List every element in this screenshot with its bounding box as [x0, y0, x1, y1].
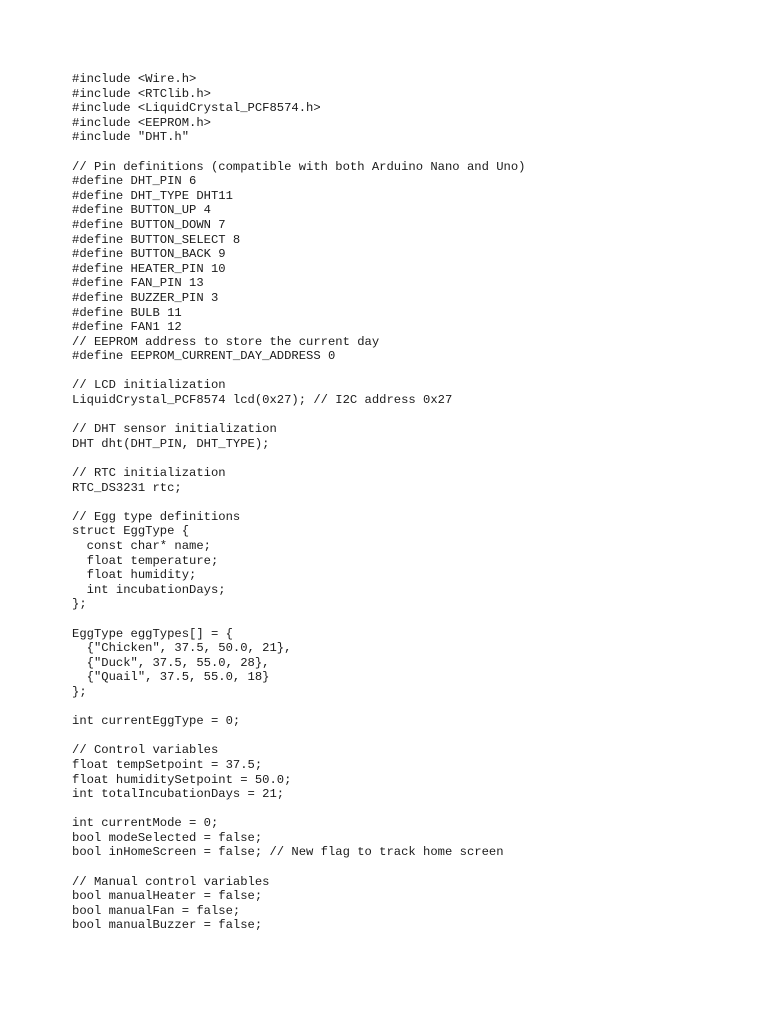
- code-line: // LCD initialization: [72, 378, 226, 393]
- code-line: EggType eggTypes[] = {: [72, 626, 233, 641]
- code-line: #define HEATER_PIN 10: [72, 261, 226, 276]
- code-line: // Manual control variables: [72, 874, 270, 889]
- blank-line: [72, 145, 525, 160]
- code-line: {"Quail", 37.5, 55.0, 18}: [72, 670, 270, 685]
- code-line: #include <LiquidCrystal_PCF8574.h>: [72, 101, 321, 116]
- code-line: // DHT sensor initialization: [72, 422, 277, 437]
- code-line: #define FAN1 12: [72, 320, 182, 335]
- code-line: LiquidCrystal_PCF8574 lcd(0x27); // I2C address 0x27: [72, 393, 453, 408]
- blank-line: [72, 729, 525, 744]
- code-line: RTC_DS3231 rtc;: [72, 480, 182, 495]
- code-line: bool manualBuzzer = false;: [72, 918, 263, 933]
- code-line: bool manualHeater = false;: [72, 889, 263, 904]
- blank-line: [72, 495, 525, 510]
- code-line: {"Duck", 37.5, 55.0, 28},: [72, 655, 270, 670]
- code-line: int currentEggType = 0;: [72, 714, 241, 729]
- code-line: #define BUTTON_BACK 9: [72, 247, 226, 262]
- code-line: bool inHomeScreen = false; // New flag to track home screen: [72, 845, 504, 860]
- code-line: #define EEPROM_CURRENT_DAY_ADDRESS 0: [72, 349, 336, 364]
- code-line: float humiditySetpoint = 50.0;: [72, 772, 292, 787]
- code-line: float humidity;: [72, 568, 197, 583]
- code-line: float tempSetpoint = 37.5;: [72, 757, 263, 772]
- code-line: #define BUTTON_UP 4: [72, 203, 211, 218]
- blank-line: [72, 612, 525, 627]
- code-line: #define BUTTON_SELECT 8: [72, 232, 241, 247]
- blank-line: [72, 364, 525, 379]
- code-line: int incubationDays;: [72, 582, 226, 597]
- code-line: // Egg type definitions: [72, 509, 241, 524]
- code-line: bool modeSelected = false;: [72, 830, 263, 845]
- code-line: };: [72, 684, 87, 699]
- code-listing: [72, 72, 525, 933]
- code-line: #define FAN_PIN 13: [72, 276, 204, 291]
- code-line: struct EggType {: [72, 524, 190, 539]
- blank-line: [72, 451, 525, 466]
- code-line: int currentMode = 0;: [72, 816, 219, 831]
- code-line: {"Chicken", 37.5, 50.0, 21},: [72, 641, 292, 656]
- code-line: // EEPROM address to store the current day: [72, 334, 380, 349]
- blank-line: [72, 408, 525, 423]
- code-line: #define DHT_PIN 6: [72, 174, 197, 189]
- blank-line: [72, 700, 525, 715]
- code-line: const char* name;: [72, 539, 211, 553]
- code-line: #include "DHT.h": [72, 130, 190, 145]
- code-line: float temperature;: [72, 553, 219, 568]
- code-line: // RTC initialization: [72, 466, 226, 481]
- code-line: #include <Wire.h>: [72, 72, 197, 86]
- code-line: #include <EEPROM.h>: [72, 115, 211, 130]
- code-line: #define DHT_TYPE DHT11: [72, 188, 233, 203]
- code-line: DHT dht(DHT_PIN, DHT_TYPE);: [72, 436, 270, 451]
- code-line: #define BUTTON_DOWN 7: [72, 217, 226, 232]
- code-line: // Pin definitions (compatible with both Arduino Nano and Uno): [72, 159, 526, 174]
- code-line: bool manualFan = false;: [72, 903, 241, 918]
- code-line: // Control variables: [72, 743, 219, 758]
- code-line: #include <RTClib.h>: [72, 86, 211, 101]
- code-line: };: [72, 597, 87, 612]
- code-line: int totalIncubationDays = 21;: [72, 787, 285, 802]
- blank-line: [72, 802, 525, 817]
- code-line: #define BUZZER_PIN 3: [72, 290, 219, 305]
- code-line: #define BULB 11: [72, 305, 182, 320]
- blank-line: [72, 860, 525, 875]
